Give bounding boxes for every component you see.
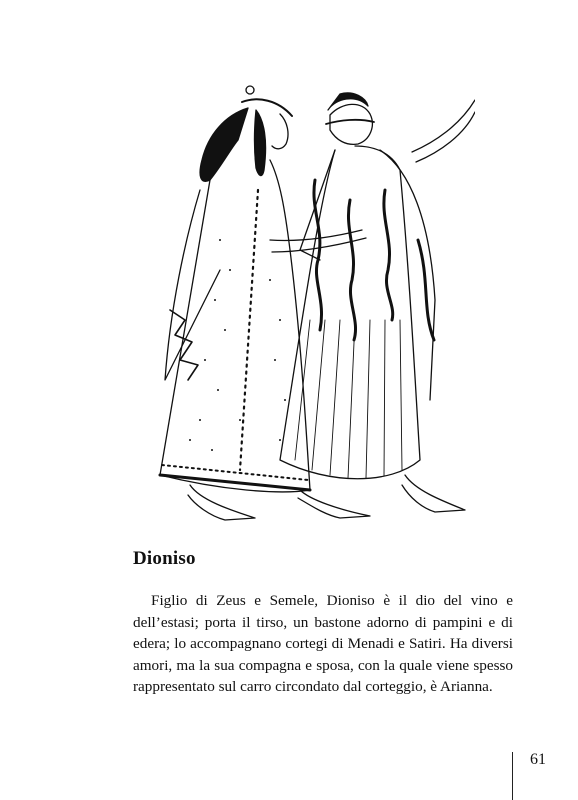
footer-divider: [512, 752, 513, 800]
section-title: Dioniso: [133, 548, 196, 569]
page-number: 61: [530, 751, 546, 768]
section-paragraph: Figlio di Zeus e Semele, Dioniso è il dio del vino e dell’estasi; porta il tirso, un bastone adorno di pampini e di edera; lo accompagnano cortegi di Menadi e Satiri. Ha diversi amori, ma la sua compagna e sposa, con la quale viene spesso rappresentato sul carro circondato dal corteggio, è Arianna.: [133, 592, 513, 695]
dionysus-ariadne-illustration: [130, 80, 475, 525]
